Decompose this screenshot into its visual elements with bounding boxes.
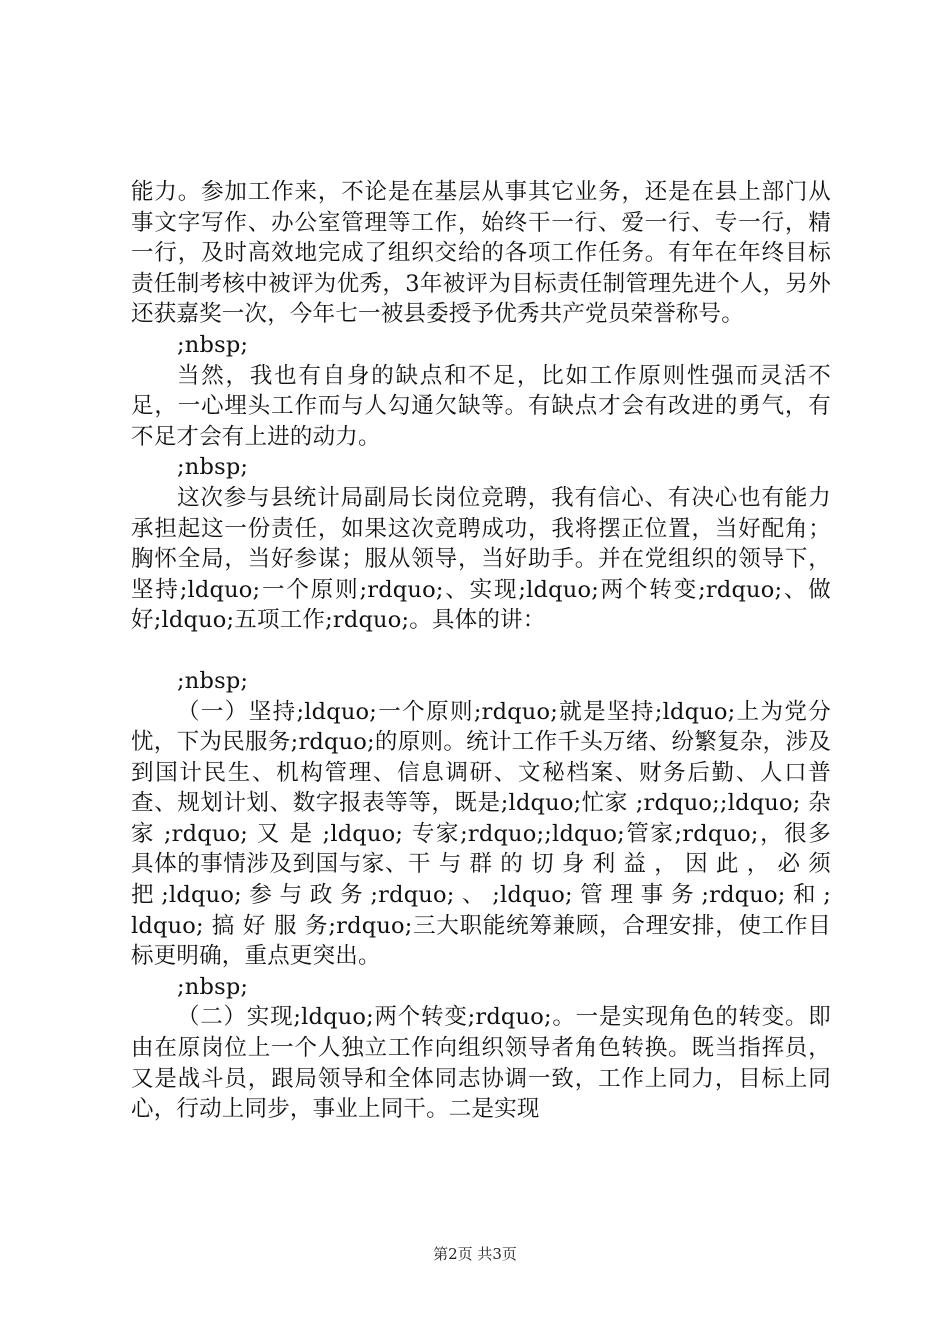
paragraph-competition: 这次参与县统计局副局长岗位竞聘，我有信心、有决心也有能力承担起这一份责任，如果这次竞聘成功，我将摆正位置，当好配角；胸怀全局，当好参谋；服从领导，当好助手。并在党组织的领导下，坚持;ldquo;一个原则;rdquo;、实现;ldquo;两个转变;rdquo;、做好;ldquo;五项工作;rdquo;。具体的讲： (131, 484, 831, 634)
nbsp-line-1: ;nbsp; (177, 331, 249, 358)
nbsp-line-2: ;nbsp; (177, 454, 249, 481)
nbsp-line-3: ;nbsp; (177, 667, 249, 694)
paragraph-ability: 能力。参加工作来，不论是在基层从事其它业务，还是在县上部门从事文字写作、办公室管理等工作，始终干一行、爱一行、专一行，精一行，及时高效地完成了组织交给的各项工作任务。有年在年终目标责任制考核中被评为优秀，3年被评为目标责任制管理先进个人，另外还获嘉奖一次，今年七一被县委授予优秀共产党员荣誉称号。 (131, 179, 831, 328)
paragraph-transformation: （二）实现;ldquo;两个转变;rdquo;。一是实现角色的转变。即由在原岗位上一个人独立工作向组织领导者角色转换。既当指挥员，又是战斗员，跟局领导和全体同志协调一致，工作上同力，目标上同心，行动上同步，事业上同干。二是实现 (131, 1004, 831, 1123)
paragraph-shortcomings: 当然，我也有自身的缺点和不足，比如工作原则性强而灵活不足，一心埋头工作而与人勾通欠缺等。有缺点才会有改进的勇气，有不足才会有上进的动力。 (131, 362, 831, 450)
document-body (131, 177, 831, 1125)
nbsp-line-4: ;nbsp; (177, 973, 249, 1000)
blank-line (131, 636, 831, 666)
paragraph-principle: （一）坚持;ldquo;一个原则;rdquo;就是坚持;ldquo;上为党分忧，下为民服务;rdquo;的原则。统计工作千头万绪、纷繁复杂，涉及到国计民生、机构管理、信息调研、文秘档案、财务后勤、人口普查、规划计划、数字报表等等，既是;ldquo;忙家 ;rdquo;;ldquo; 杂 家 ;rdquo; 又 是 ;ldquo; 专家;rdquo;;ldquo;管家;rdquo;，很多具体的事情涉及到国与家、干 与 群 的 切 身 利 益 ， 因 此 ， 必 须 把 ;ldquo; 参 与 政 务 ;rdquo; 、 ;ldquo; 管 理 事 务 ;rdquo; 和 ;ldquo; 搞 好 服 务;rdquo;三大职能统筹兼顾，合理安排，使工作目标更明确，重点更突出。 (131, 698, 831, 970)
page-footer: 第2页 共3页 (433, 1245, 517, 1263)
